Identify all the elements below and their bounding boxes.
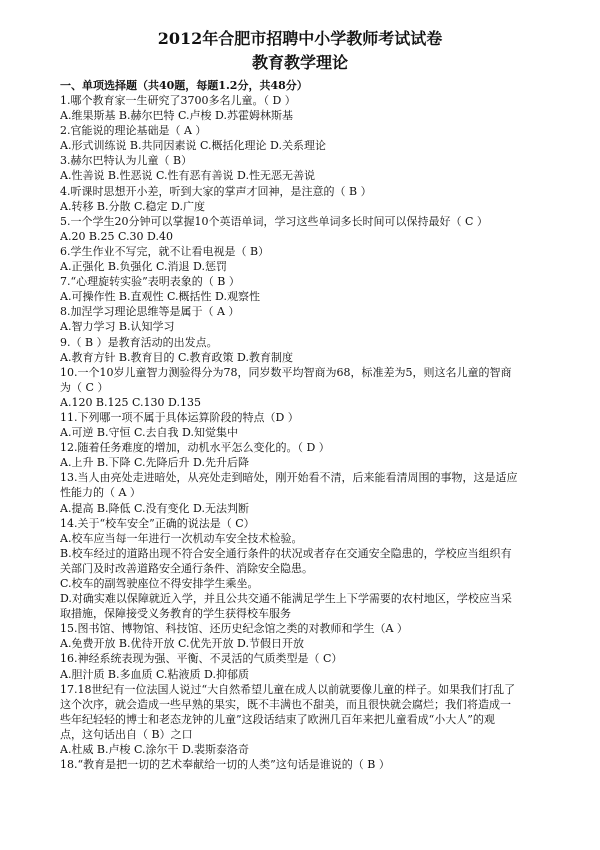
question-list: [60, 93, 540, 772]
text-line: A.性善说 B.性恶说 C.性有恶有善说 D.性无恶无善说: [60, 169, 315, 183]
text-line: A.杜威 B.卢梭 C.涂尔干 D.裴斯泰洛奇: [60, 743, 249, 757]
text-line: A.正强化 B.负强化 C.消退 D.惩罚: [60, 260, 227, 274]
text-line: A.可操作性 B.直观性 C.概括性 D.观察性: [60, 290, 260, 304]
text-line: 性能力的（ A ）: [60, 486, 141, 500]
text-line: A.智力学习 B.认知学习: [60, 320, 175, 334]
text-line: A.转移 B.分散 C.稳定 D.广度: [60, 199, 205, 213]
text-line: 7.“心理旋转实验”表明表象的（ B ）: [60, 275, 240, 289]
text-line: 11.下列哪一项不属于具体运算阶段的特点（D ）: [60, 410, 299, 424]
text-line: C.校车的副驾驶座位不得安排学生乘坐。: [60, 577, 259, 590]
text-line: 15.图书馆、博物馆、科技馆、还历史纪念馆之类的对教师和学生（A ）: [60, 622, 408, 636]
text-line: A.维果斯基 B.赫尔巴特 C.卢梭 D.苏霍姆林斯基: [60, 109, 293, 123]
text-line: A.教育方针 B.教育目的 C.教育政策 D.教育制度: [60, 350, 293, 364]
text-line: 3.赫尔巴特认为儿童（ B）: [60, 154, 193, 168]
text-line: A.胆汁质 B.多血质 C.粘液质 D.抑郁质: [60, 667, 249, 681]
text-line: A.120 B.125 C.130 D.135: [60, 395, 201, 409]
document-subtitle: 教育教学理论: [251, 53, 348, 72]
text-line: 取措施，保障接受义务教育的学生获得校车服务: [60, 607, 291, 621]
text-line: 点，这句话出自（ B）之口: [60, 727, 193, 741]
text-line: 这个次序，就会造成一些早熟的果实，既不丰满也不甜美，而且很快就会腐烂；我们将造成一: [60, 697, 511, 711]
text-line: 4.听课时思想开小差，听到大家的掌声才回神，是注意的（ B ）: [60, 184, 372, 198]
text-line: D.对确实难以保障就近入学，并且公共交通不能满足学生上下学需要的农村地区，学校应当采: [60, 592, 512, 606]
text-line: 13.当人由亮处走进暗处，从亮处走到暗处，刚开始看不清，后来能看清周围的事物，这是适应: [60, 471, 518, 485]
text-line: 2.官能说的理论基础是（ A ）: [60, 124, 207, 138]
text-line: A.形式训练说 B.共同因素说 C.概括化理论 D.关系理论: [60, 139, 326, 153]
text-line: 16.神经系统表现为强、平衡、不灵活的气质类型是（ C）: [60, 652, 343, 666]
text-line: 为（ C ）: [60, 380, 109, 394]
text-line: 18.“教育是把一切的艺术奉献给一切的人类”这句话是谁说的（ B ）: [60, 758, 390, 772]
text-line: 5.一个学生20分钟可以掌握10个英语单词，学习这些单词多长时间可以保持最好（ C ）: [60, 214, 488, 228]
text-line: 14.关于“校车安全”正确的说法是（ C）: [60, 516, 255, 530]
text-line: A.20 B.25 C.30 D.40: [60, 229, 173, 243]
text-line: 6.学生作业不写完，就不让看电视是（ B）: [60, 244, 270, 258]
text-line: 10.一个10岁儿童智力测验得分为78，同岁数平均智商为68，标准差为5，则这名儿童的智商: [60, 365, 512, 379]
text-line: 些年纪轻轻的博士和老态龙钟的儿童”这段话结束了欧洲几百年来把儿童看成“小大人”的观: [60, 712, 495, 726]
document-title: 2012年合肥市招聘中小学教师考试试卷: [157, 29, 443, 48]
text-line: 17.18世纪有一位法国人说过“大自然希望儿童在成人以前就要像儿童的样子。如果我们打乱了: [60, 682, 516, 696]
text-line: 9.（ B ）是教育活动的出发点。: [60, 335, 218, 349]
text-line: 12.随着任务难度的增加，动机水平怎么变化的。（ D ）: [60, 441, 330, 455]
text-line: A.可逆 B.守恒 C.去自我 D.知觉集中: [60, 426, 238, 440]
text-line: 1.哪个教育家一生研究了3700多名儿童。（ D ）: [60, 94, 296, 107]
text-line: A.免费开放 B.优待开放 C.优先开放 D.节假日开放: [60, 637, 304, 651]
section-heading: 一、单项选择题（共40题，每题1.2分，共48分）: [60, 79, 308, 92]
text-line: 关部门及时改善道路安全通行条件、消除安全隐患。: [60, 561, 313, 575]
text-line: A.校车应当每一年进行一次机动车安全技术检验。: [60, 531, 303, 545]
text-line: 8.加涅学习理论思维等是属于（ A ）: [60, 305, 240, 319]
text-line: A.上升 B.下降 C.先降后升 D.先升后降: [60, 456, 249, 470]
text-line: B.校车经过的道路出现不符合安全通行条件的状况或者存在交通安全隐患的，学校应当组织有: [60, 546, 512, 560]
text-line: A.提高 B.降低 C.没有变化 D.无法判断: [60, 501, 249, 515]
